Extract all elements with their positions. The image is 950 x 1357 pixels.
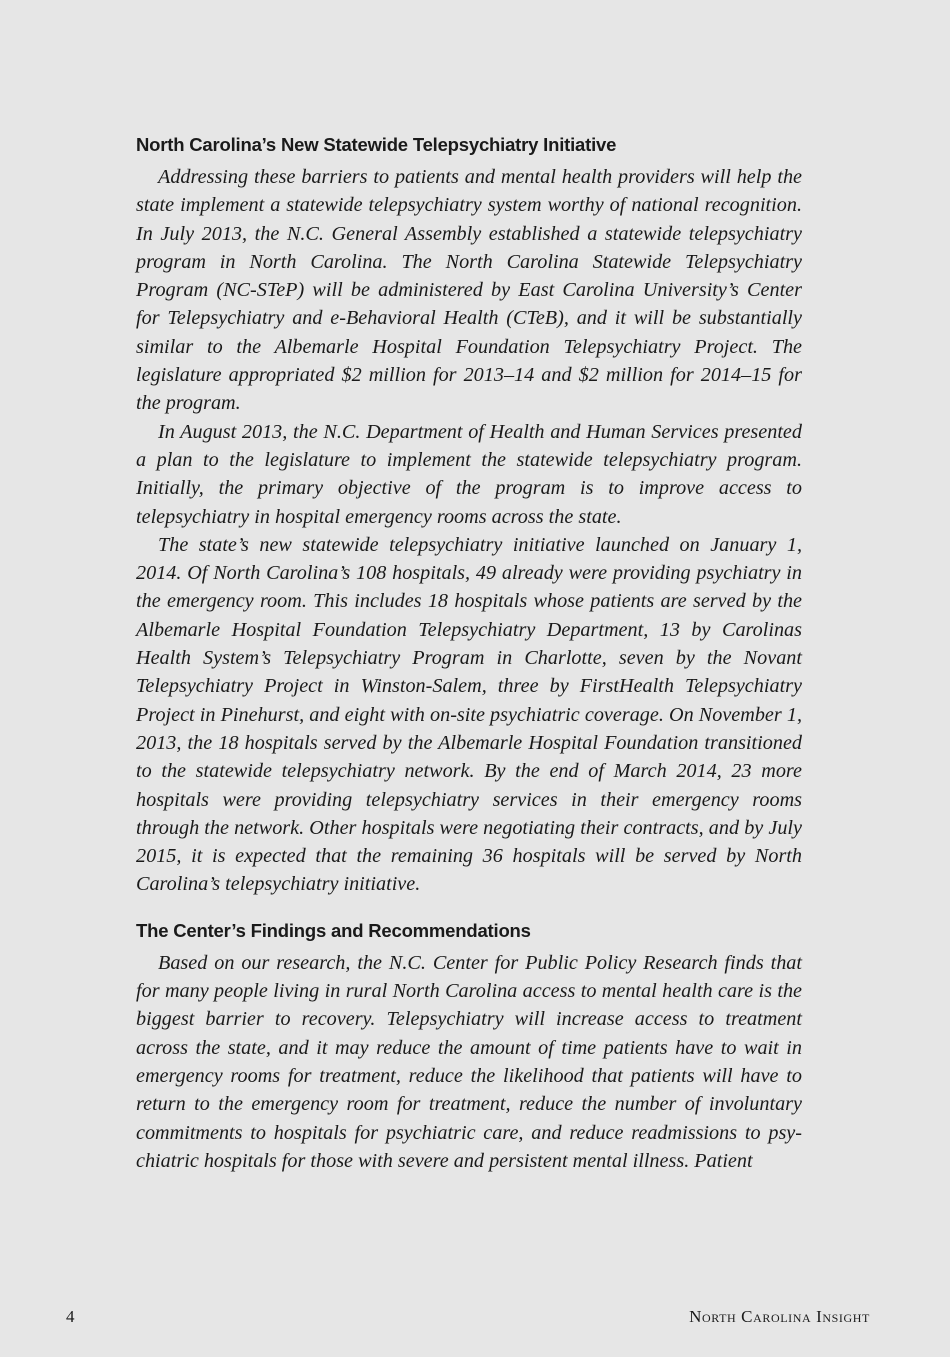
page-number: 4 <box>66 1307 75 1326</box>
section-heading-telepsychiatry-initiative: North Carolina’s New Statewide Telepsychiatry Initiative <box>136 134 617 155</box>
publication-title: North Carolina Insight <box>689 1307 870 1326</box>
paragraph: Addressing these barriers to patients and mental health providers will help the state implement a statewide telepsychiatry system worthy of national recognition. In July 2013, the N.C. General Assembly established a statewide telepsychiatry program in North Carolina. The North Carolina Statewide Telepsychiatry Program (NC-STeP) will be administered by East Carolina University’s Center for Telepsychiatry and e-Behavioral Health (CTeB), and it will be substantially similar to the Albemarle Hospital Foundation Telepsychiatry Project. The legislature appropriated $2 million for 2013–14 and $2 million for 2014–15 for the program. <box>136 166 802 415</box>
section-heading-findings: The Center’s Findings and Recommendations <box>136 919 531 941</box>
paragraph: In August 2013, the N.C. Department of Health and Human Services presented a plan to the legislature to implement the statewide telepsychiatry program. Initially, the primary objective of the program is to improve access to telepsychiatry in hospital emergency rooms across the state. <box>136 420 802 528</box>
paragraph: The state’s new statewide telepsychiatry initiative launched on January 1, 2014. Of North Carolina’s 108 hospitals, 49 already were providing psychiatry in the emergency room. This includes 18 hospitals whose patients are served by the Albemarle Hospital Foundation Telepsychiatry Department, 13 by Carolinas Health System’s Telepsychiatry Program in Charlotte, seven by the Novant Telepsychiatry Project in Winston-Salem, three by FirstHealth Telepsychiatry Project in Pinehurst, and eight with on-site psychiatric coverage. On November 1, 2013, the 18 hospitals served by the Albemarle Hospital Foundation transitioned to the statewide telepsychiatry network. By the end of March 2014, 23 more hospitals were providing telepsychiatry services in their emergency rooms through the network. Other hospitals were negotiating their contracts, and by July 2015, it is expected that the remaining 36 hospitals will be served by North Carolina’s telepsychiatry initiative. <box>136 533 802 896</box>
paragraph: Based on our research, the N.C. Center for Public Policy Research finds that for many people living in rural North Carolina access to mental health care is the biggest barrier to recovery. Telepsychiatry will increase access to treatment across the state, and it may reduce the amount of time patients have to wait in emergency rooms for treatment, reduce the likelihood that patients will have to return to the emergency room for treatment, reduce the number of involuntary commitments to hospitals for psychiatric care, and reduce readmissions to psychiatric hospitals for those with severe and persistent mental illness. Patient <box>136 951 802 1172</box>
body-text <box>136 133 802 1175</box>
